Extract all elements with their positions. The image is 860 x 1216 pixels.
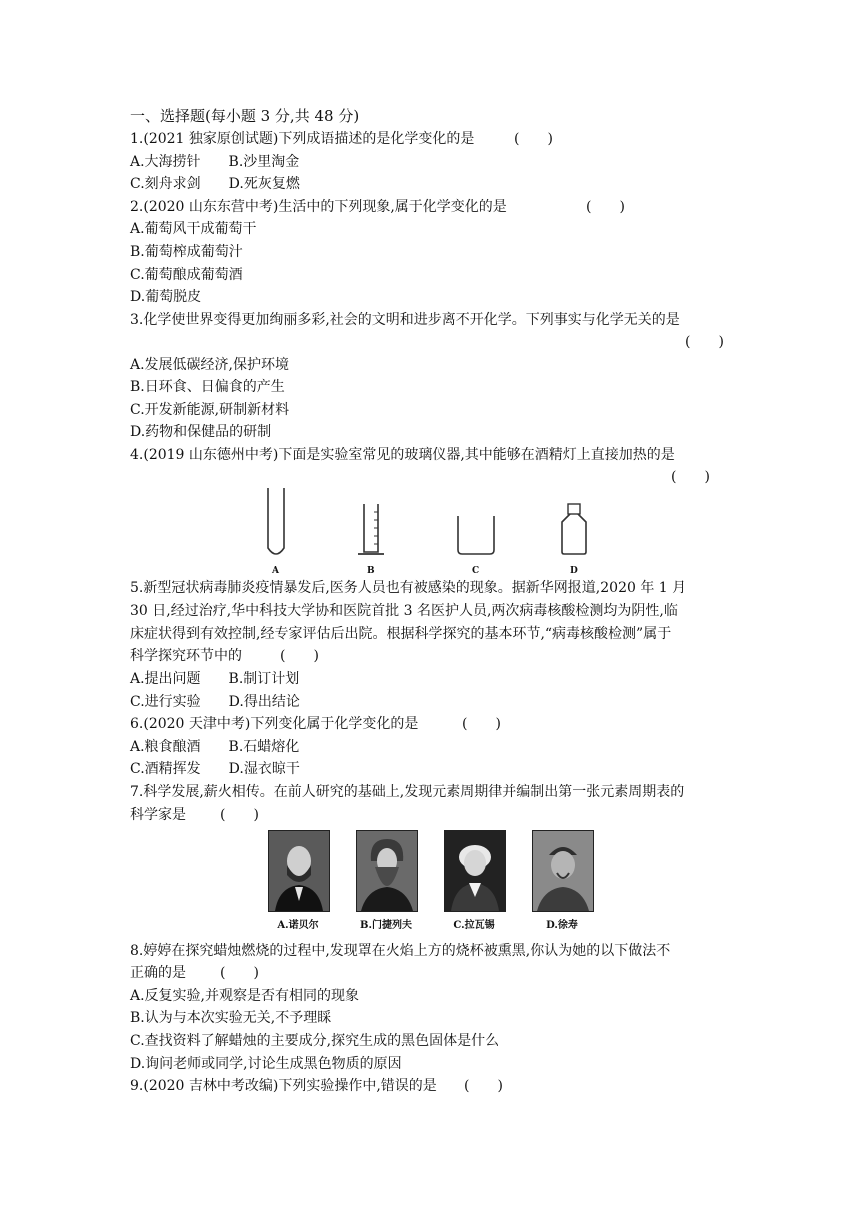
q8-line2: 正确的是 <box>130 965 186 981</box>
q1-stem: 1.(2021 独家原创试题)下列成语描述的是化学变化的是 <box>130 131 475 147</box>
q8-option-b: B.认为与本次实验无关,不予理睬 <box>130 1010 332 1026</box>
caption-xu-shou: D.徐寿 <box>546 920 578 931</box>
q6-options-row1: A.粮食酿酒 B.石蜡熔化 <box>130 739 300 755</box>
q1-options-row1: A.大海捞针 B.沙里淘金 <box>130 154 300 170</box>
q8-answer-paren: ( ) <box>220 965 259 981</box>
q1-options-row2: C.刻舟求剑 D.死灰复燃 <box>130 176 300 192</box>
test-tube-icon <box>268 488 284 554</box>
q2-option-d: D.葡萄脱皮 <box>130 289 202 305</box>
q8-option-d: D.询问老师或同学,讨论生成黑色物质的原因 <box>130 1056 402 1072</box>
q7-line1: 7.科学发展,薪火相传。在前人研究的基础上,发现元素周期律并编制出第一张元素周期表的 <box>130 784 685 800</box>
apparatus-label-a: A <box>272 566 279 576</box>
q7-line2: 科学家是 <box>130 807 186 823</box>
graduated-cylinder-icon <box>358 504 384 554</box>
q5-answer-paren: ( ) <box>280 648 319 664</box>
q2-option-b: B.葡萄榨成葡萄汁 <box>130 244 243 260</box>
scientist-portraits <box>268 830 578 940</box>
q5-line4: 科学探究环节中的 <box>130 648 242 664</box>
q3-option-b: B.日环食、日偏食的产生 <box>130 379 285 395</box>
q5-line2: 30 日,经过治疗,华中科技大学协和医院首批 3 名医护人员,两次病毒核酸检测均为阴性,临 <box>130 603 678 619</box>
caption-mendeleev: B.门捷列夫 <box>360 920 412 931</box>
q6-options-row2: C.酒精挥发 D.湿衣晾干 <box>130 761 300 777</box>
q3-option-c: C.开发新能源,研制新材料 <box>130 402 290 418</box>
q5-line1: 5.新型冠状病毒肺炎疫情暴发后,医务人员也有被感染的现象。据新华网报道,2020 年 1 月 <box>130 580 687 596</box>
apparatus-label-c: C <box>472 566 480 576</box>
q3-option-a: A.发展低碳经济,保护环境 <box>130 357 290 373</box>
q8-line1: 8.婷婷在探究蜡烛燃烧的过程中,发现罩在火焰上方的烧杯被熏黑,你认为她的以下做法不 <box>130 943 671 959</box>
apparatus-label-b: B <box>367 566 375 576</box>
q4-answer-paren: ( ) <box>671 469 710 485</box>
caption-nobel: A.诺贝尔 <box>277 920 319 931</box>
q6-stem: 6.(2020 天津中考)下列变化属于化学变化的是 <box>130 716 419 732</box>
q9-answer-paren: ( ) <box>464 1078 503 1094</box>
q9-stem: 9.(2020 吉林中考改编)下列实验操作中,错误的是 <box>130 1078 437 1094</box>
q5-options-row1: A.提出问题 B.制订计划 <box>130 671 300 687</box>
q8-option-a: A.反复实验,并观察是否有相同的现象 <box>130 988 360 1004</box>
q6-answer-paren: ( ) <box>462 716 501 732</box>
q2-stem: 2.(2020 山东东营中考)生活中的下列现象,属于化学变化的是 <box>130 199 507 215</box>
lavoisier-portrait <box>444 830 506 912</box>
q4-stem: 4.(2019 山东德州中考)下面是实验室常见的玻璃仪器,其中能够在酒精灯上直接加热的是 <box>130 447 675 463</box>
q5-line3: 床症状得到有效控制,经专家评估后出院。根据科学探究的基本环节,“病毒核酸检测”属于 <box>130 626 672 642</box>
mendeleev-portrait <box>356 830 418 912</box>
q3-option-d: D.药物和保健品的研制 <box>130 424 272 440</box>
q3-answer-paren: ( ) <box>685 334 724 350</box>
q7-answer-paren: ( ) <box>220 807 259 823</box>
reagent-bottle-icon <box>562 504 586 554</box>
q2-answer-paren: ( ) <box>586 199 625 215</box>
glassware-drawing <box>250 482 610 578</box>
glassware-figure <box>250 482 610 578</box>
apparatus-label-d: D <box>570 566 578 576</box>
caption-lavoisier: C.拉瓦锡 <box>453 920 495 931</box>
q3-stem: 3.化学使世界变得更加绚丽多彩,社会的文明和进步离不开化学。下列事实与化学无关的是 <box>130 312 680 328</box>
xu-shou-portrait <box>532 830 594 912</box>
q2-option-a: A.葡萄风干成葡萄干 <box>130 221 257 237</box>
q1-answer-paren: ( ) <box>514 131 553 147</box>
q8-option-c: C.查找资料了解蜡烛的主要成分,探究生成的黑色固体是什么 <box>130 1033 500 1049</box>
q5-options-row2: C.进行实验 D.得出结论 <box>130 694 300 710</box>
nobel-portrait <box>268 830 330 912</box>
section-title: 一、选择题(每小题 3 分,共 48 分) <box>130 107 360 125</box>
q2-option-c: C.葡萄酿成葡萄酒 <box>130 267 243 283</box>
beaker-icon <box>458 516 494 554</box>
